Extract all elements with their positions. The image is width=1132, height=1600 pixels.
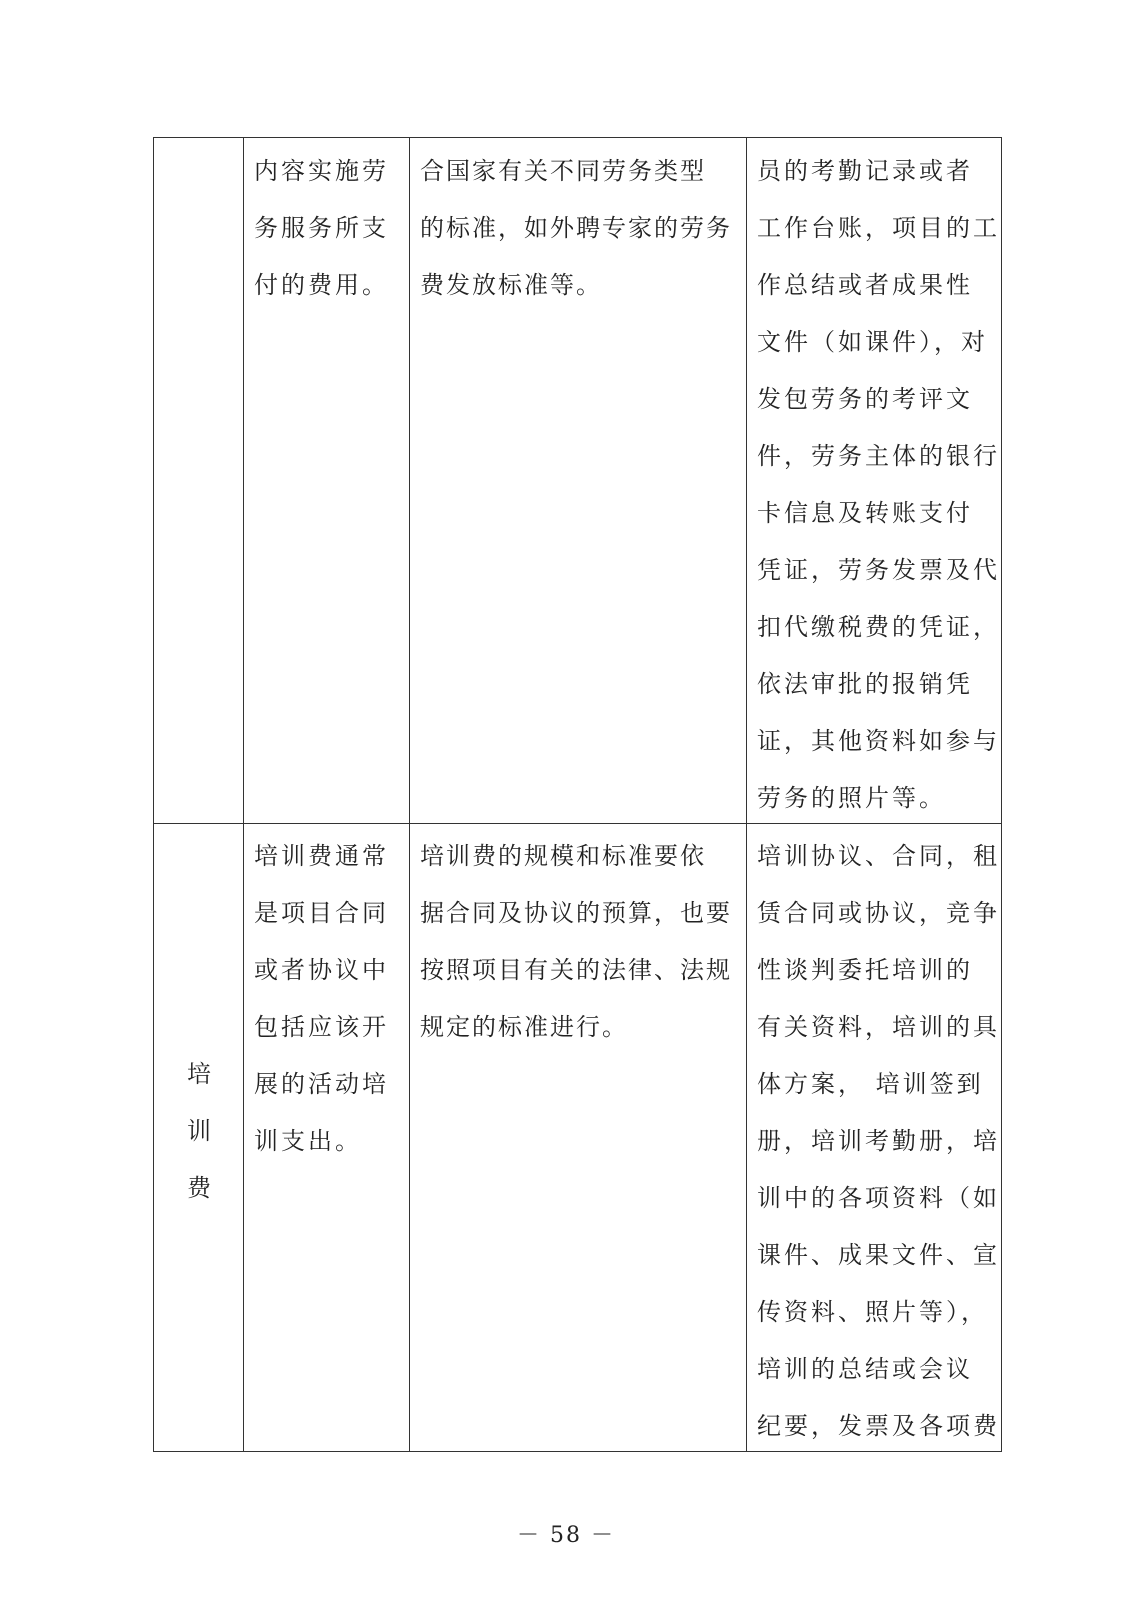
row1-materials-cell [757,143,1000,827]
column-divider [746,138,747,1451]
cell-text-line: 费发放标准等。 [420,271,602,299]
cell-text-line: 有关资料，培训的具 [757,1013,1000,1041]
cell-text-line: 内容实施劳 [254,157,389,185]
cell-text-line: 凭证，劳务发票及代 [757,556,1000,584]
cell-text-line: 赁合同或协议，竞争 [757,899,1000,927]
expense-table [153,137,1002,1452]
row2-description-cell [254,828,404,1170]
cell-text-line: 务服务所支 [254,214,389,242]
cell-text-line: 付的费用。 [254,271,389,299]
cell-text-line: 的标准，如外聘专家的劳务 [420,214,732,242]
row1-standard-cell [420,143,740,314]
column-divider [243,138,244,1451]
cell-text-line: 培训费的规模和标准要依 [420,842,706,870]
cell-text-line: 作总结或者成果性 [757,271,973,299]
cell-text-line: 包括应该开 [254,1013,389,1041]
cell-text-line: 展的活动培 [254,1070,389,1098]
cell-text-line: 劳务的照片等。 [757,784,946,812]
cell-text-line: 合国家有关不同劳务类型 [420,157,706,185]
cell-text-line: 按照项目有关的法律、法规 [420,956,732,984]
cell-text-line: 证，其他资料如参与 [757,727,1000,755]
cell-text-line: 工作台账，项目的工 [757,214,1000,242]
cell-text-line: 传资料、照片等）， [757,1298,988,1326]
cell-text-line: 训中的各项资料（如 [757,1184,1000,1212]
cell-text-line: 依法审批的报销凭 [757,670,973,698]
cell-text-line: 文件（如课件），对 [757,328,988,356]
cell-text-line: 性谈判委托培训的 [757,956,973,984]
cell-text-line: 或者协议中 [254,956,389,984]
cell-text-line: 件，劳务主体的银行 [757,442,1000,470]
cell-text-line: 册，培训考勤册，培 [757,1127,1000,1155]
category-char: 培 [187,1060,211,1088]
cell-text-line: 培训协议、合同，租 [757,842,1000,870]
cell-text-line: 体方案， 培训签到 [757,1070,984,1098]
page-number: － 58 － [517,1523,615,1548]
cell-text-line: 发包劳务的考评文 [757,385,973,413]
row2-standard-cell [420,828,740,1056]
cell-text-line: 纪要，发票及各项费 [757,1412,1000,1440]
cell-text-line: 卡信息及转账支付 [757,499,973,527]
cell-text-line: 据合同及协议的预算，也要 [420,899,732,927]
category-char: 训 [187,1117,211,1145]
cell-text-line: 培训的总结或会议 [757,1355,973,1383]
cell-text-line: 员的考勤记录或者 [757,157,973,185]
cell-text-line: 是项目合同 [254,899,389,927]
column-divider [409,138,410,1451]
cell-text-line: 培训费通常 [254,842,389,870]
cell-text-line: 扣代缴税费的凭证， [757,613,1000,641]
row1-description-cell [254,143,404,314]
cell-text-line: 课件、成果文件、宣 [757,1241,1000,1269]
row2-materials-cell [757,828,1000,1455]
category-char: 费 [187,1174,211,1202]
row2-category-cell [154,1046,244,1217]
cell-text-line: 训支出。 [254,1127,362,1155]
cell-text-line: 规定的标准进行。 [420,1013,628,1041]
